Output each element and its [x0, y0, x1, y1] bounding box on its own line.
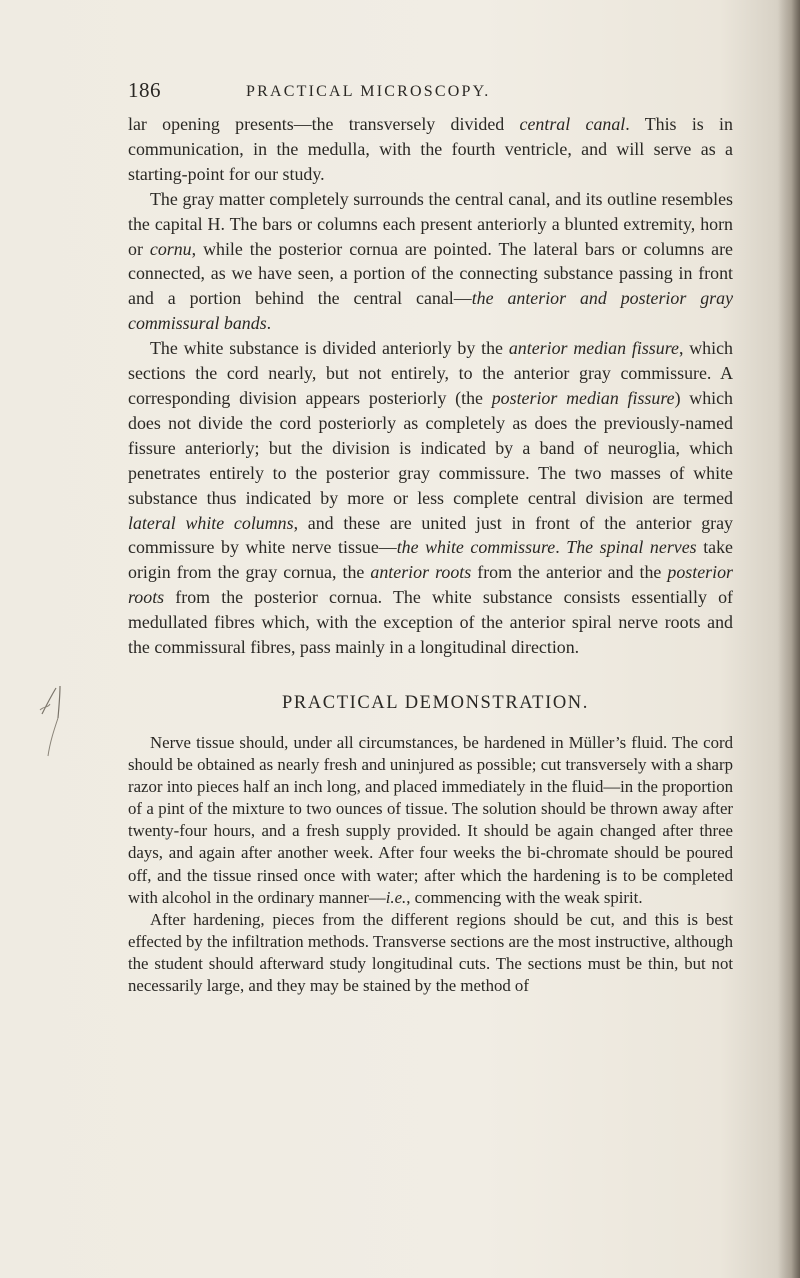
italic-term: anterior median fissure: [508, 338, 679, 359]
italic-term: the white commissure: [396, 537, 556, 558]
italic-term: lateral white columns: [128, 512, 294, 533]
italic-term: anterior roots: [370, 562, 472, 583]
italic-term: i.e.: [385, 887, 407, 907]
page-header: [128, 78, 728, 108]
paragraph-hardening: Nerve tissue should, under all circumstances, be hardened in Müller’s fluid. The cord should be obtained as nearly fresh and uninjured as possible; cut transversely with a sharp razor into pieces half an inch long, and placed immediately in the fluid—in the proportion of a pint of the mixture to two ounces of tissue. The solution should be thrown away after twenty-four hours, and a fresh supply provided. It should be again changed after three days, and again after another week. After four weeks the bi-chromate should be poured off, and the tissue rinsed once with water; after which the hardening is to be completed with alcohol in the ordinary manner—i.e., commencing with the weak spirit.: [128, 732, 733, 907]
text-block: [128, 112, 733, 997]
paragraph-central-canal: lar opening presents—the transversely divided central canal. This is in communication, in the medulla, with the fourth ventricle, and will serve as a starting-point for our study.: [128, 114, 733, 184]
italic-term: The spinal nerves: [566, 537, 697, 558]
pencil-margin-mark: [38, 680, 74, 780]
italic-term: central canal: [519, 114, 626, 134]
paragraph-white-substance: The white substance is divided anteriorly by the anterior median fissure, which sections the cord nearly, but not entirely, to the anterior gray commissure. A corresponding division appears posteriorly (the posterior median fissure) which does not divide the cord posteriorly as completely as does the previously-named fissure anteriorly; but the division is indicated by a band of neuroglia, which penetrates entirely to the posterior gray commissure. The two masses of white substance thus indicated by more or less complete central division are termed lateral white columns, and these are united just in front of the anterior gray commissure by white nerve tissue—the white commissure. The spinal nerves take origin from the gray cornua, the anterior roots from the anterior and the posterior roots from the posterior cornua. The white substance consists essentially of medullated fibres which, with the exception of the anterior spiral nerve roots and the commissural fibres, pass mainly in a longitudinal direction.: [128, 338, 733, 658]
italic-term: the anterior and posterior gray commissural bands: [128, 288, 734, 334]
page-edge-shadow: [778, 0, 800, 1278]
paragraph-gray-matter: The gray matter completely surrounds the central canal, and its outline resembles the capital H. The bars or columns each present anteriorly a blunted extremity, horn or cornu, while the posterior cornua are pointed. The lateral bars or columns are connected, as we have seen, a portion of the connecting substance passing in front and a portion behind the central canal—the anterior and posterior gray commissural bands.: [128, 188, 734, 334]
italic-term: cornu: [149, 238, 192, 259]
italic-term: posterior median fissure: [491, 387, 675, 408]
demonstration-section: [128, 732, 733, 997]
description-section: [128, 112, 733, 660]
section-heading: PRACTICAL DEMONSTRATION.: [281, 692, 589, 713]
italic-term: posterior roots: [128, 562, 733, 608]
page-number: 186: [128, 78, 161, 102]
paragraph-sectioning: After hardening, pieces from the different regions should be cut, and this is best effected by the infiltration methods. Transverse sections are the most instructive, although the student should afterward study longitudinal cuts. The sections must be thin, but not necessarily large, and they may be stained by the method of: [128, 909, 733, 995]
running-head: PRACTICAL MICROSCOPY.: [246, 83, 491, 100]
